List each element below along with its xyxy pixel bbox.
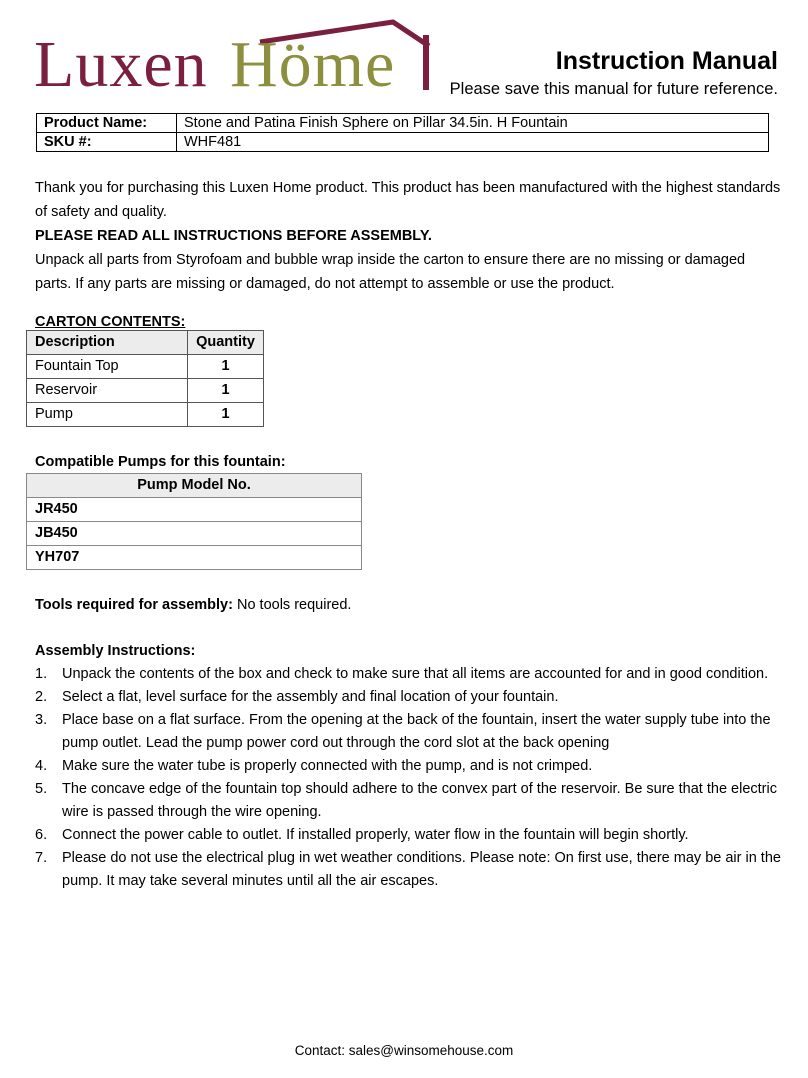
table-row xyxy=(27,403,264,427)
pumps-heading: Compatible Pumps for this fountain: xyxy=(35,454,286,470)
assembly-heading: Assembly Instructions: xyxy=(35,643,196,659)
table-row xyxy=(27,546,362,570)
intro-unpack: Unpack all parts from Styrofoam and bubble wrap inside the carton to ensure there are no missing or damaged parts. If any parts are missing or damaged, do not attempt to assemble or use the product. xyxy=(35,252,746,292)
brand-logo xyxy=(32,14,437,101)
step-number: 3. xyxy=(35,712,48,728)
product-name-label: Product Name: xyxy=(37,114,177,133)
page-title: Instruction Manual xyxy=(555,47,778,75)
product-name-value: Stone and Patina Finish Sphere on Pillar 34.5in. H Fountain xyxy=(177,114,769,133)
intro-thanks: Thank you for purchasing this Luxen Home product. This product has been manufactured with the highest standards of safety and quality. xyxy=(35,180,781,220)
step-text: Please do not use the electrical plug in wet weather conditions. Please note: On first use, there may be air in the pump. It may take several minutes until all the air escapes. xyxy=(62,850,781,889)
list-item xyxy=(35,778,785,824)
column-header-pump-model: Pump Model No. xyxy=(27,474,362,498)
step-text: Place base on a flat surface. From the opening at the back of the fountain, insert the water supply tube into the pump outlet. Lead the pump power cord out through the cord slot at the back opening xyxy=(62,712,771,751)
list-item xyxy=(35,686,785,709)
carton-heading: CARTON CONTENTS: xyxy=(35,314,186,330)
table-row xyxy=(37,114,769,133)
tools-line xyxy=(35,593,784,617)
list-item xyxy=(35,824,785,847)
step-text: Connect the power cable to outlet. If installed properly, water flow in the fountain will begin shortly. xyxy=(62,827,689,843)
footer-contact: Contact: sales@winsomehouse.com xyxy=(294,1043,514,1058)
list-item xyxy=(35,847,785,893)
step-number: 2. xyxy=(35,689,48,705)
tools-value: No tools required. xyxy=(232,597,352,613)
step-number: 4. xyxy=(35,758,48,774)
table-row xyxy=(27,522,362,546)
intro-warning: PLEASE READ ALL INSTRUCTIONS BEFORE ASSEMBLY. xyxy=(35,228,432,244)
tools-label: Tools required for assembly: xyxy=(35,597,233,613)
page-subtitle: Please save this manual for future reference. xyxy=(449,80,778,98)
carton-item-description: Reservoir xyxy=(27,379,188,403)
list-item xyxy=(35,755,785,778)
step-text: Make sure the water tube is properly connected with the pump, and is not crimped. xyxy=(62,758,593,774)
step-number: 5. xyxy=(35,781,48,797)
column-header-description: Description xyxy=(27,331,188,355)
carton-item-quantity: 1 xyxy=(188,379,264,403)
assembly-steps-list xyxy=(35,663,785,893)
table-row xyxy=(27,379,264,403)
sku-value: WHF481 xyxy=(177,133,769,152)
list-item xyxy=(35,663,785,686)
table-row xyxy=(27,355,264,379)
logo-text-luxen: Luxen xyxy=(34,28,208,101)
step-text: Unpack the contents of the box and check to make sure that all items are accounted for and in good condition. xyxy=(62,666,769,682)
table-row xyxy=(37,133,769,152)
step-number: 6. xyxy=(35,827,48,843)
table-header-row xyxy=(27,331,264,355)
pump-model: JR450 xyxy=(27,498,362,522)
list-item xyxy=(35,709,785,755)
carton-item-quantity: 1 xyxy=(188,355,264,379)
step-number: 7. xyxy=(35,850,48,866)
carton-item-description: Pump xyxy=(27,403,188,427)
step-text: The concave edge of the fountain top should adhere to the convex part of the reservoir. Be sure that the electric wire is passed through the wire opening. xyxy=(62,781,777,820)
product-info-table xyxy=(36,113,769,152)
carton-item-quantity: 1 xyxy=(188,403,264,427)
pump-model: JB450 xyxy=(27,522,362,546)
compatible-pumps-table xyxy=(26,473,362,570)
carton-item-description: Fountain Top xyxy=(27,355,188,379)
sku-label: SKU #: xyxy=(37,133,177,152)
logo-text-home: Höme xyxy=(230,28,396,101)
table-row xyxy=(27,498,362,522)
carton-contents-table xyxy=(26,330,264,427)
step-text: Select a flat, level surface for the assembly and final location of your fountain. xyxy=(62,689,559,705)
pump-model: YH707 xyxy=(27,546,362,570)
table-header-row xyxy=(27,474,362,498)
column-header-quantity: Quantity xyxy=(188,331,264,355)
step-number: 1. xyxy=(35,666,48,682)
